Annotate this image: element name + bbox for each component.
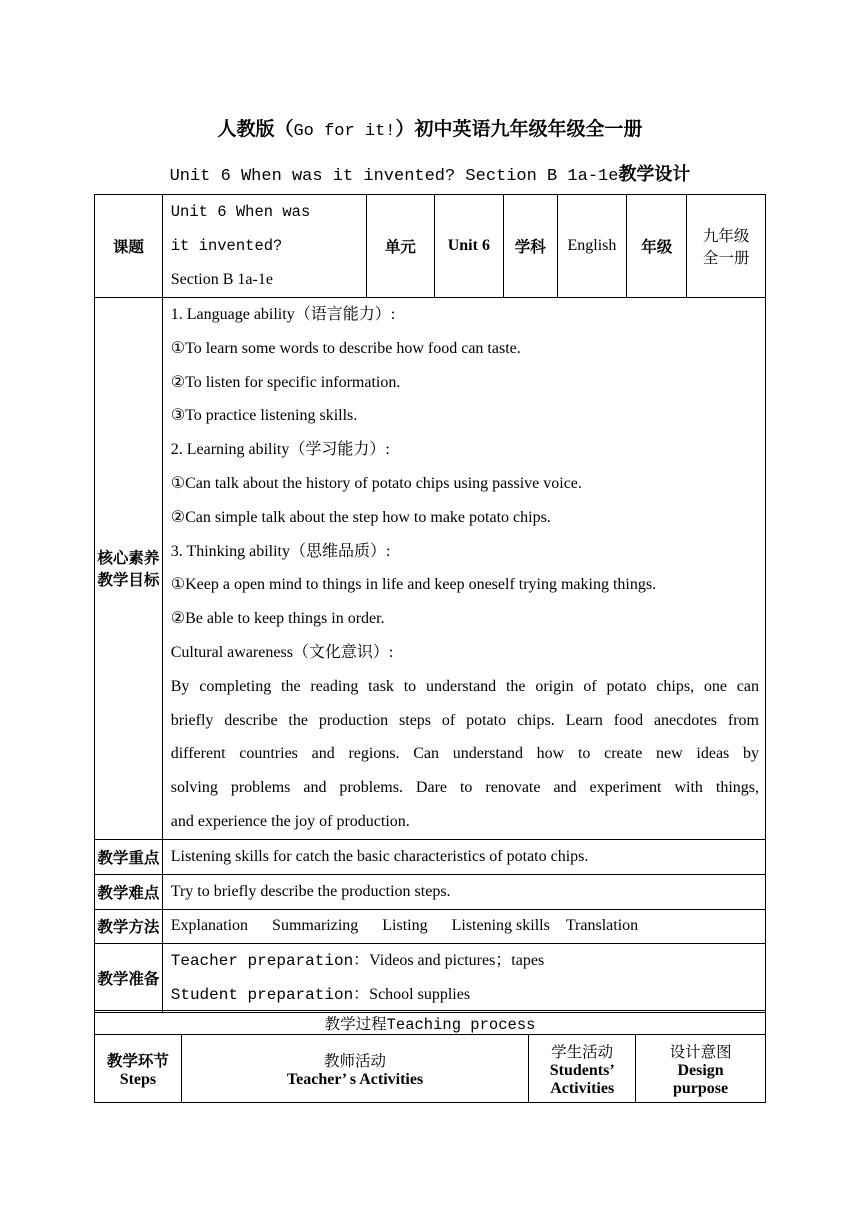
method-item: Summarizing: [272, 917, 359, 935]
subject-value: English: [557, 195, 626, 298]
unit-value: Unit 6: [434, 195, 503, 298]
method-item: Explanation: [170, 917, 249, 935]
steps-header: [95, 1035, 182, 1103]
objective-line: 2. Learning ability（学习能力）:: [170, 441, 390, 459]
objective-line: 1. Language ability（语言能力）:: [170, 306, 396, 323]
design-purpose-header-en: Design: [677, 1061, 724, 1079]
difficulties-label: 教学难点: [95, 874, 163, 909]
methods-row: [95, 909, 766, 943]
cultural-paragraph-line: different countries and regions. Can understand how to create new ideas by: [170, 745, 759, 763]
teacher-activities-header: [181, 1035, 528, 1103]
student-activities-header: [529, 1035, 636, 1103]
student-activities-header-en: Activities: [550, 1079, 615, 1097]
methods-list: [162, 909, 765, 943]
unit-label: 单元: [366, 195, 434, 298]
cultural-paragraph-line: and experience the joy of production.: [170, 812, 410, 830]
design-purpose-header-en: purpose: [673, 1079, 729, 1097]
difficulties-row: [95, 874, 766, 909]
grade-value: [687, 195, 766, 298]
document-subtitle: Unit 6 When was it invented? Section B 1a-1e教学设计: [169, 164, 691, 186]
topic-line: Unit 6 When was: [170, 203, 311, 221]
objective-line: ①To learn some words to describe how food can taste.: [170, 339, 521, 357]
objectives-label-line: 核心素养: [97, 549, 160, 568]
process-title-row: [95, 1011, 766, 1035]
objective-line: ①Can talk about the history of potato chips using passive voice.: [170, 474, 582, 492]
design-purpose-header-cn: 设计意图: [669, 1042, 732, 1061]
cultural-paragraph-line: solving problems and problems. Dare to renovate and experiment with things,: [170, 779, 759, 797]
method-item: Listening skills: [451, 917, 550, 935]
objective-line: Cultural awareness（文化意识）:: [170, 643, 394, 661]
key-points-row: [95, 839, 766, 874]
objective-line: ②Be able to keep things in order.: [170, 610, 385, 628]
objective-line: ②To listen for specific information.: [170, 373, 401, 391]
difficulties-text: Try to briefly describe the production steps.: [162, 874, 765, 909]
method-item: Listing: [382, 917, 428, 935]
topic-line: it invented?: [170, 237, 283, 255]
grade-line: 九年级: [702, 227, 750, 245]
objectives-row: [95, 298, 766, 840]
grade-line: 全一册: [702, 249, 750, 267]
preparation-content: [162, 943, 765, 1012]
steps-header-cn: 教学环节: [106, 1051, 169, 1070]
grade-label: 年级: [627, 195, 687, 298]
student-preparation: Student preparation：School supplies: [170, 985, 471, 1004]
topic-value: [162, 195, 366, 298]
method-item: Translation: [565, 917, 639, 935]
objective-line: ③To practice listening skills.: [170, 407, 358, 425]
methods-label: 教学方法: [95, 909, 163, 943]
document-title: 人教版（Go for it!）初中英语九年级年级全一册: [217, 118, 643, 141]
student-activities-header-cn: 学生活动: [551, 1042, 614, 1061]
cultural-paragraph-line: briefly describe the production steps of potato chips. Learn food anecdotes from: [170, 711, 759, 729]
objectives-label: [95, 298, 163, 840]
teacher-activities-header-en: Teacher’ s Activities: [286, 1070, 424, 1088]
objective-line: ①Keep a open mind to things in life and keep oneself trying making things.: [170, 576, 657, 594]
subject-label: 学科: [503, 195, 557, 298]
objectives-content: [162, 298, 765, 840]
process-header-row: [95, 1035, 766, 1103]
key-points-text: Listening skills for catch the basic characteristics of potato chips.: [162, 839, 765, 874]
key-points-label: 教学重点: [95, 839, 163, 874]
teaching-process-table: [94, 1010, 766, 1103]
preparation-label: 教学准备: [95, 943, 163, 1012]
info-row: [95, 195, 766, 298]
topic-line: Section B 1a-1e: [170, 271, 273, 288]
topic-label: 课题: [95, 195, 163, 298]
objectives-label-line: 教学目标: [97, 571, 160, 590]
objective-line: ②Can simple talk about the step how to make potato chips.: [170, 508, 551, 526]
process-title: 教学过程Teaching process: [95, 1011, 766, 1035]
design-purpose-header: [636, 1035, 766, 1103]
teacher-preparation: Teacher preparation：Videos and pictures；tapes: [170, 951, 545, 970]
steps-header-en: Steps: [119, 1070, 157, 1088]
preparation-row: [95, 943, 766, 1012]
lesson-plan-table: [94, 194, 766, 1013]
teacher-activities-header-cn: 教师活动: [324, 1051, 387, 1070]
objective-line: 3. Thinking ability（思维品质）:: [170, 542, 391, 560]
student-activities-header-en: Students’: [549, 1061, 615, 1079]
cultural-paragraph-line: By completing the reading task to understand the origin of potato chips, one can: [170, 677, 759, 695]
